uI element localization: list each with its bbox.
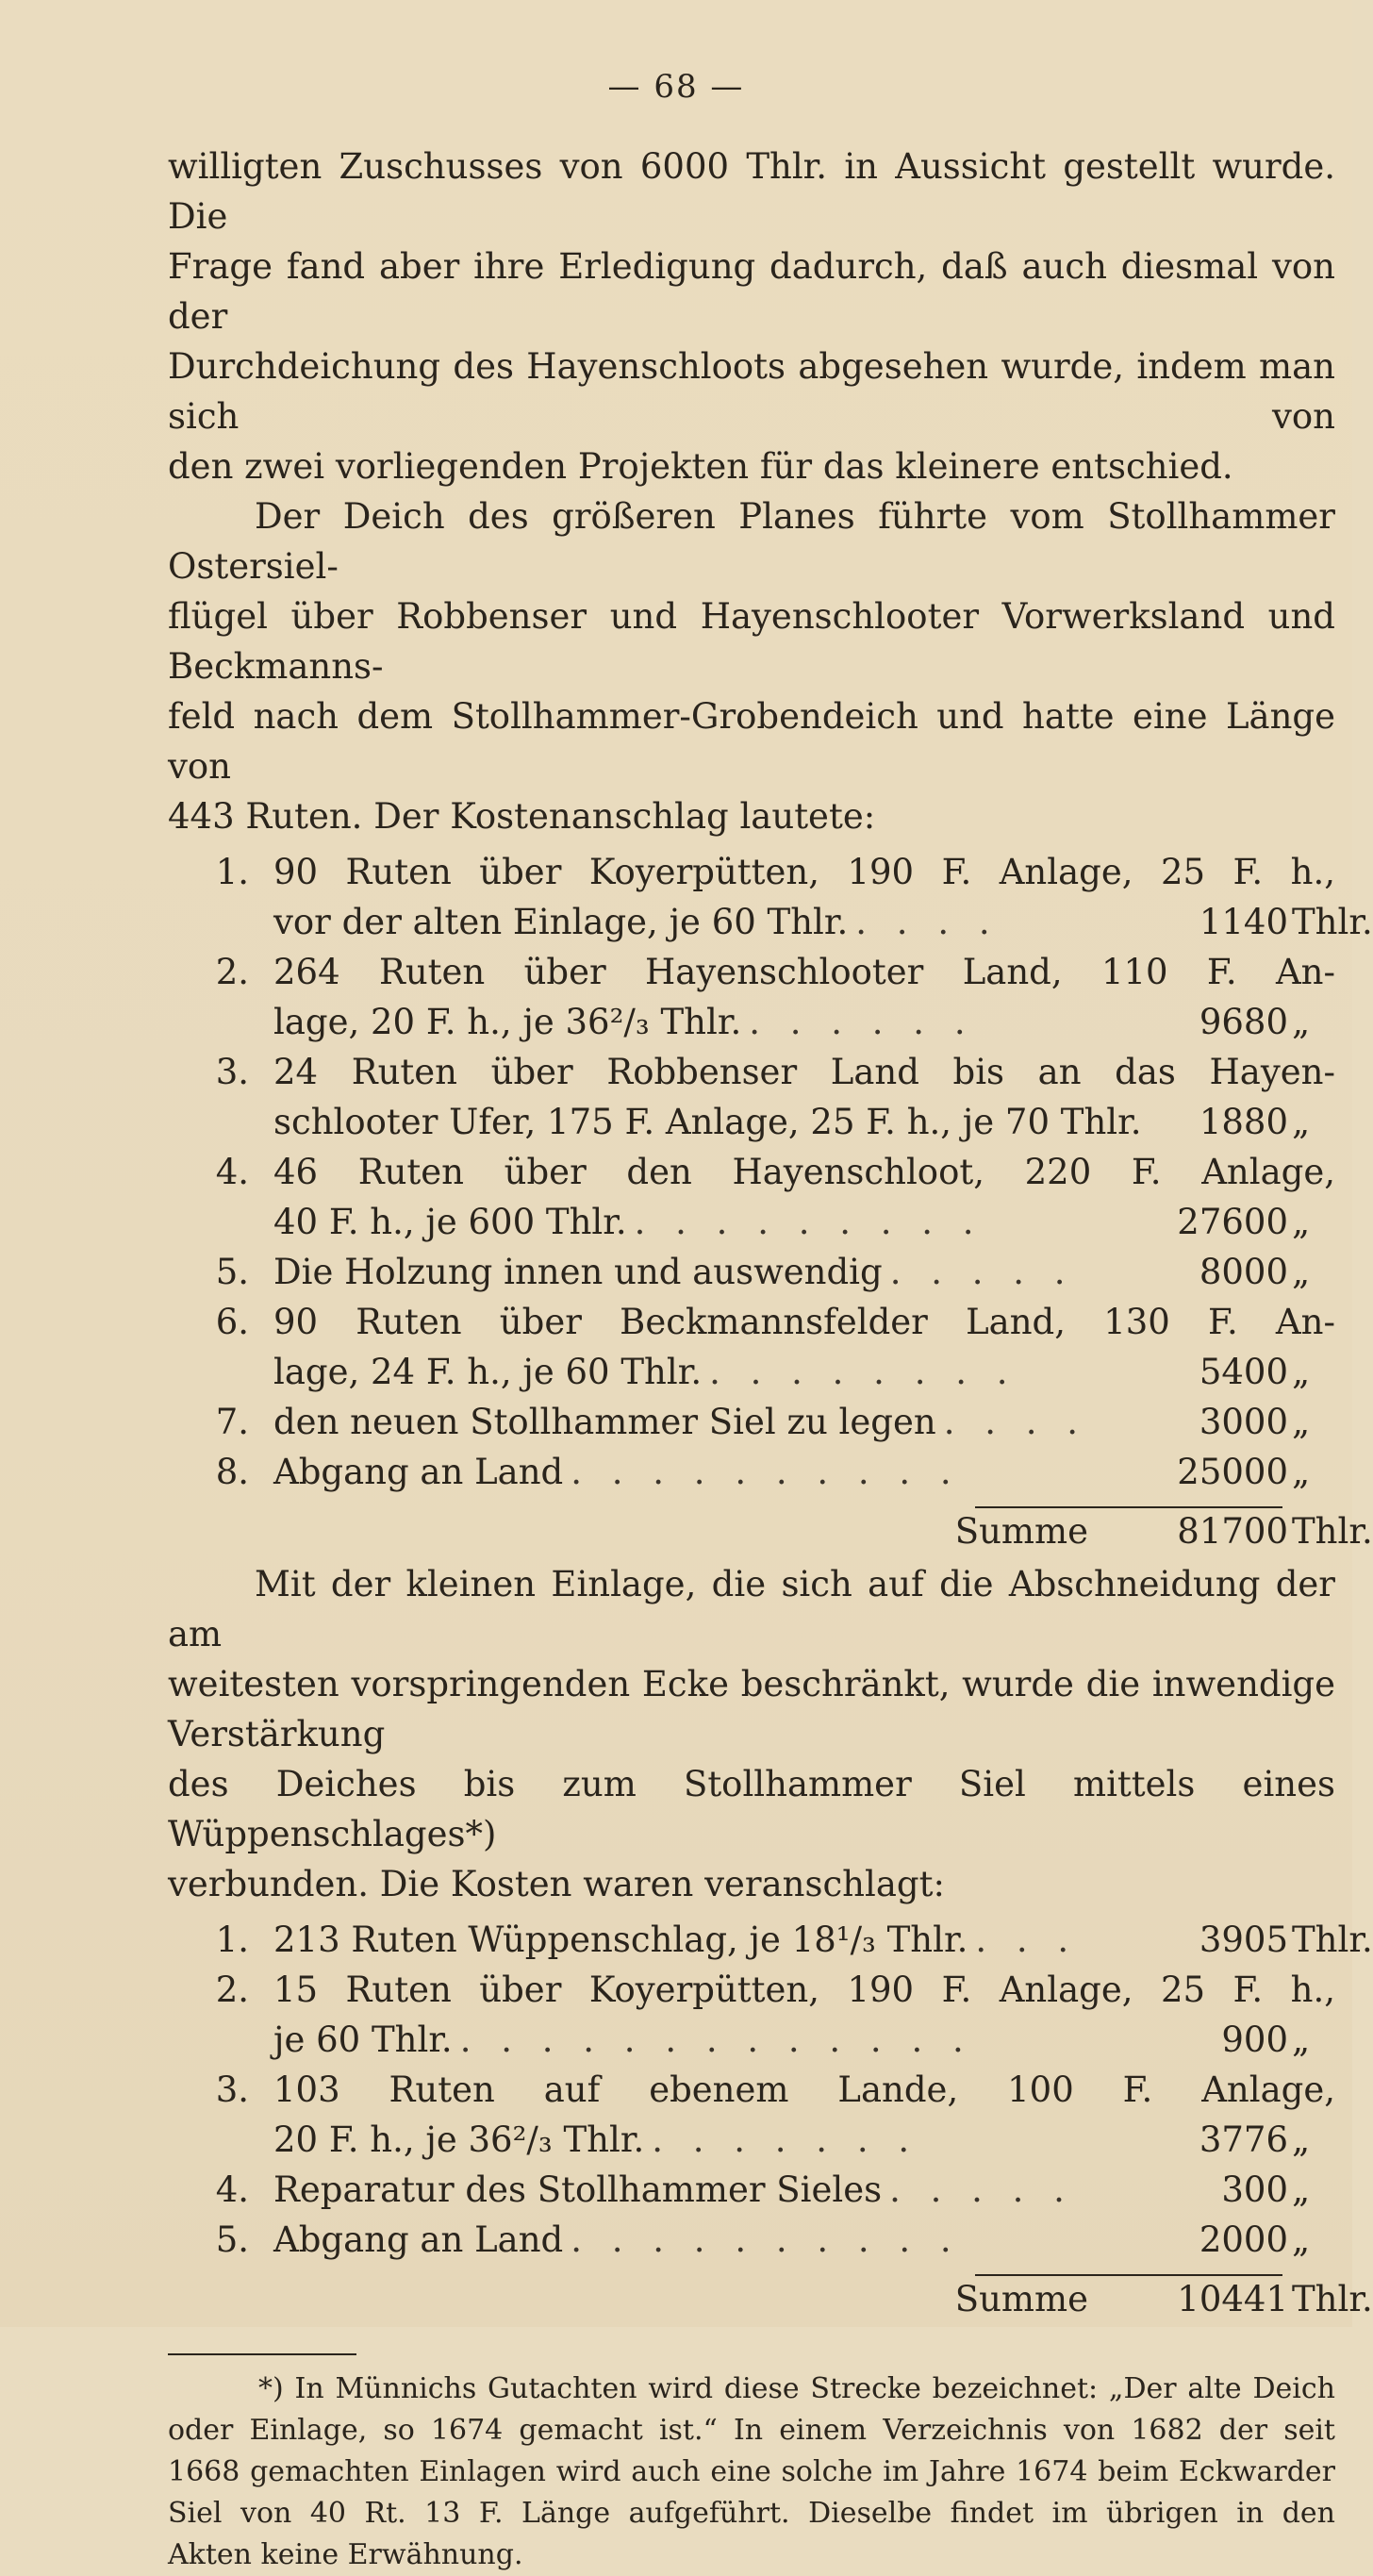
text-line: weitesten vorspringenden Ecke beschränkt, wurde die inwendige Verstärkung <box>168 1664 1335 1754</box>
entry-text <box>273 1965 1335 2015</box>
entry-text-run: 213 Ruten Wüppenschlag, je 18¹/₃ Thlr. <box>273 1920 968 1960</box>
cost-entry-line <box>168 1097 1335 1147</box>
cost-entry <box>168 1247 1335 1297</box>
entry-text <box>273 997 1052 1047</box>
entry-amount: 9680 <box>1199 1002 1288 1042</box>
cost-entry <box>168 2165 1335 2215</box>
text-line: den zwei vorliegenden Projekten für das kleinere entschied. <box>168 446 1233 487</box>
entry-text <box>273 897 1052 947</box>
cost-entry-line <box>168 1397 1335 1447</box>
entry-text-run: lage, 24 F. h., je 60 Thlr. <box>273 1352 703 1392</box>
cost-entry <box>168 1915 1373 1965</box>
entry-unit: „ <box>1292 1002 1311 1042</box>
entry-text <box>273 2065 1335 2115</box>
entry-amount: 3776 <box>1199 2119 1288 2160</box>
sum-large-plan <box>168 1504 1373 1559</box>
footnote-rule <box>168 2353 356 2355</box>
dot-leader: . . . . . . . . . . . . . <box>459 2019 973 2060</box>
entry-unit: „ <box>1292 1352 1311 1392</box>
entry-text-run: lage, 20 F. h., je 36²/₃ Thlr. <box>273 1002 742 1042</box>
cost-list-large-plan <box>168 847 1373 1497</box>
dot-leader: . . . . . <box>889 1252 1075 1292</box>
entry-text-run: den neuen Stollhammer Siel zu legen <box>273 1402 936 1442</box>
entry-amount: 3905 <box>1199 1920 1288 1960</box>
sum-unit: Thlr. <box>1292 2279 1373 2319</box>
entry-amount: 3000 <box>1199 1402 1288 1442</box>
cost-entry <box>168 1397 1335 1447</box>
cost-entry-line <box>168 2165 1335 2215</box>
dot-leader: . . . . . . . . . <box>634 1202 984 1242</box>
sum-amount: 10441 <box>1177 2279 1288 2319</box>
entry-text <box>273 1915 1079 1965</box>
text-line: feld nach dem Stollhammer-Grobendeich und hatte eine Länge von <box>168 696 1335 787</box>
entry-unit: „ <box>1292 2119 1311 2160</box>
sum-label: Summe <box>954 1511 1088 1552</box>
entry-text-run: je 60 Thlr. <box>273 2019 453 2060</box>
footnote-line: Siel von 40 Rt. 13 F. Länge aufgeführt. Dieselbe findet im übrigen in den <box>168 2497 1335 2530</box>
cost-entry-line <box>168 2065 1335 2115</box>
entry-amount: 27600 <box>1177 1202 1288 1242</box>
entry-unit: Thlr. <box>1292 902 1373 942</box>
cost-entry-line <box>168 1197 1335 1247</box>
entry-text <box>273 1397 1088 1447</box>
cost-entry-line <box>168 997 1335 1047</box>
cost-entry-line <box>168 1447 1335 1497</box>
entry-number: 4. <box>215 2169 249 2210</box>
entry-amount: 2000 <box>1199 2219 1288 2260</box>
entry-unit: „ <box>1292 1252 1311 1292</box>
dot-leader: . . . . <box>855 902 1000 942</box>
cost-entry-line <box>168 2015 1335 2065</box>
entry-text-run: 46 Ruten über den Hayenschloot, 220 F. Anlage, <box>273 1152 1335 1192</box>
cost-entry-line <box>168 847 1335 897</box>
dot-leader: . . . . . . . . <box>709 1352 1017 1392</box>
sum-unit: Thlr. <box>1292 1511 1373 1552</box>
footnote <box>168 2353 1335 2576</box>
text-line: 443 Ruten. Der Kostenanschlag lautete: <box>168 796 876 837</box>
entry-unit: „ <box>1292 1452 1311 1492</box>
cost-entry-line <box>168 897 1373 947</box>
entry-unit: „ <box>1292 1102 1311 1142</box>
cost-entry <box>168 2065 1335 2165</box>
entry-amount: 8000 <box>1199 1252 1288 1292</box>
cost-entry <box>168 847 1373 947</box>
entry-number: 1. <box>215 1920 249 1960</box>
entry-number: 2. <box>215 952 249 992</box>
dot-leader: . . . . . . <box>749 1002 975 1042</box>
entry-number: 2. <box>215 1969 249 2010</box>
paragraph-large-plan <box>168 491 1335 841</box>
cost-entry <box>168 1965 1335 2065</box>
cost-entry-line <box>168 1047 1335 1097</box>
entry-text-run: 20 F. h., je 36²/₃ Thlr. <box>273 2119 645 2160</box>
entry-text-run: 90 Ruten über Beckmannsfelder Land, 130 F. An- <box>273 1302 1335 1342</box>
dot-leader: . . . . <box>943 1402 1088 1442</box>
footnote-line: *) In Münnichs Gutachten wird diese Strecke bezeichnet: „Der alte Deich <box>258 2372 1335 2405</box>
entry-amount: 300 <box>1221 2169 1288 2210</box>
dot-leader: . . . . . . . . . . <box>571 2219 961 2260</box>
entry-text-run: 40 F. h., je 600 Thlr. <box>273 1202 627 1242</box>
entry-number: 4. <box>215 1152 249 1192</box>
sum-line <box>168 2272 1373 2327</box>
footnote-line: oder Einlage, so 1674 gemacht ist.“ In einem Verzeichnis von 1682 der seit <box>168 2414 1335 2447</box>
dot-leader: . . . . . <box>889 2169 1074 2210</box>
text-line: Der Deich des größeren Planes führte vom Stollhammer Ostersiel- <box>168 496 1335 587</box>
entry-text-run: vor der alten Einlage, je 60 Thlr. <box>273 902 849 942</box>
text-line: Mit der kleinen Einlage, die sich auf die Abschneidung der am <box>168 1564 1335 1654</box>
entry-text-run: 103 Ruten auf ebenem Lande, 100 F. Anlage, <box>273 2069 1335 2110</box>
cost-entry <box>168 1047 1335 1147</box>
text-line: des Deiches bis zum Stollhammer Siel mittels eines Wüppenschlages*) <box>168 1764 1335 1854</box>
entry-text <box>273 1097 1142 1147</box>
entry-amount: 25000 <box>1177 1452 1288 1492</box>
entry-text <box>273 1447 1052 1497</box>
cost-entry <box>168 1447 1335 1497</box>
entry-number: 3. <box>215 1052 249 1092</box>
entry-number: 7. <box>215 1402 249 1442</box>
cost-entry-line <box>168 1247 1335 1297</box>
cost-entry <box>168 947 1335 1047</box>
text-line: verbunden. Die Kosten waren veranschlagt: <box>168 1864 945 1904</box>
entry-amount: 1880 <box>1199 1102 1288 1142</box>
entry-text <box>273 1297 1335 1347</box>
footnote-line: 1668 gemachten Einlagen wird auch eine solche im Jahre 1674 beim Eckwarder <box>168 2455 1335 2488</box>
sum-small-plan <box>168 2272 1373 2327</box>
cost-entry <box>168 1297 1335 1397</box>
sum-line <box>168 1504 1373 1559</box>
paragraph-intro <box>168 141 1335 491</box>
entry-text-run: 15 Ruten über Koyerpütten, 190 F. Anlage, 25 F. h., <box>273 1969 1335 2010</box>
paragraph-small-plan <box>168 1559 1335 1909</box>
entry-amount: 5400 <box>1199 1352 1288 1392</box>
entry-text <box>273 2165 1074 2215</box>
entry-text <box>273 1197 1052 1247</box>
page-content <box>168 141 1373 2576</box>
entry-text <box>273 1047 1335 1097</box>
cost-entry-line <box>168 1965 1335 2015</box>
cost-entry-line <box>168 1147 1335 1197</box>
entry-text <box>273 947 1335 997</box>
cost-entry-line <box>168 1297 1335 1347</box>
entry-text <box>273 847 1335 897</box>
entry-text-run: 90 Ruten über Koyerpütten, 190 F. Anlage, 25 F. h., <box>273 852 1335 892</box>
entry-unit: „ <box>1292 1202 1311 1242</box>
entry-unit: „ <box>1292 2169 1311 2210</box>
dot-leader: . . . . . . . . . . <box>571 1452 961 1492</box>
footnote-line: Akten keine Erwähnung. <box>168 2538 523 2571</box>
entry-text <box>273 2115 1052 2165</box>
entry-unit: Thlr. <box>1292 1920 1373 1960</box>
entry-number: 5. <box>215 2219 249 2260</box>
cost-entry <box>168 1147 1335 1247</box>
entry-number: 8. <box>215 1452 249 1492</box>
dot-leader: . . . <box>975 1920 1079 1960</box>
entry-text-run: 264 Ruten über Hayenschlooter Land, 110 F. An- <box>273 952 1335 992</box>
entry-unit: „ <box>1292 2019 1311 2060</box>
entry-number: 5. <box>215 1252 249 1292</box>
entry-number: 1. <box>215 852 249 892</box>
cost-entry-line <box>168 1347 1335 1397</box>
entry-number: 6. <box>215 1302 249 1342</box>
entry-amount: 900 <box>1221 2019 1288 2060</box>
entry-text-run: Die Holzung innen und auswendig <box>273 1252 883 1292</box>
dot-leader: . . . . . . . <box>652 2119 919 2160</box>
cost-entry-line <box>168 2115 1335 2165</box>
entry-text <box>273 2215 1052 2265</box>
sum-amount: 81700 <box>1177 1511 1288 1552</box>
entry-text-run: Reparatur des Stollhammer Sieles <box>273 2169 883 2210</box>
cost-list-small-plan <box>168 1915 1373 2265</box>
text-line: flügel über Robbenser und Hayenschlooter Vorwerksland und Beckmanns- <box>168 596 1335 687</box>
sum-label: Summe <box>954 2279 1088 2319</box>
entry-text <box>273 1247 1075 1297</box>
text-line: Frage fand aber ihre Erledigung dadurch, daß auch diesmal von der <box>168 246 1335 337</box>
text-line: Durchdeichung des Hayenschloots abgesehen wurde, indem man sich von <box>168 346 1335 437</box>
entry-unit: „ <box>1292 2219 1311 2260</box>
cost-entry-line <box>168 947 1335 997</box>
page-number: — 68 — <box>607 68 745 106</box>
entry-text-run: Abgang an Land <box>273 2219 564 2260</box>
footnote-block <box>168 2353 1335 2576</box>
entry-text-run: Abgang an Land <box>273 1452 564 1492</box>
entry-text <box>273 1347 1052 1397</box>
entry-unit: „ <box>1292 1402 1311 1442</box>
entry-text <box>273 1147 1335 1197</box>
entry-amount: 1140 <box>1199 902 1288 942</box>
cost-entry-line <box>168 2215 1335 2265</box>
cost-entry <box>168 2215 1335 2265</box>
entry-text-run: schlooter Ufer, 175 F. Anlage, 25 F. h., je 70 Thlr. <box>273 1102 1142 1142</box>
entry-text-run: 24 Ruten über Robbenser Land bis an das Hayen- <box>273 1052 1335 1092</box>
cost-entry-line <box>168 1915 1373 1965</box>
entry-number: 3. <box>215 2069 249 2110</box>
text-line: willigten Zuschusses von 6000 Thlr. in Aussicht gestellt wurde. Die <box>168 146 1335 237</box>
entry-text <box>273 2015 1052 2065</box>
